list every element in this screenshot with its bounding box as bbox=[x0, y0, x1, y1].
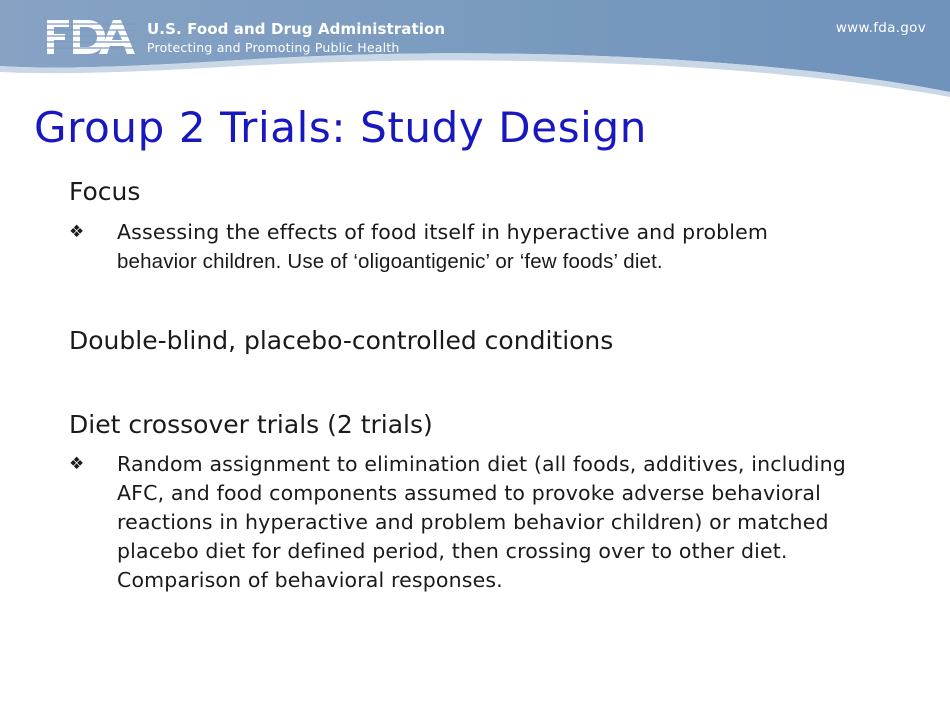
bullet-text-focus bbox=[117, 218, 768, 276]
slide-title: Group 2 Trials: Study Design bbox=[34, 103, 647, 152]
bullet-text-focus-line2: behavior children. Use of ‘oligoantigenic’ or ‘few foods’ diet. bbox=[117, 250, 663, 273]
bullet-item-diet-crossover bbox=[69, 450, 899, 595]
bullet-text-focus-line1: Assessing the effects of food itself in hyperactive and problem bbox=[117, 220, 769, 244]
fda-logo-icon bbox=[47, 18, 135, 58]
fda-logo bbox=[47, 18, 135, 58]
section-heading-focus: Focus bbox=[69, 177, 141, 206]
bullet-item-focus bbox=[69, 218, 899, 276]
bullet-text-diet-crossover: Random assignment to elimination diet (all foods, additives, including AFC, and food components assumed to provoke adverse behavioral reactions in hyperactive and problem behavior children) or matched placebo diet for defined period, then crossing over to other diet. Comparison of behavioral responses. bbox=[117, 452, 846, 592]
banner-background bbox=[0, 0, 950, 110]
agency-name: U.S. Food and Drug Administration bbox=[147, 20, 446, 38]
agency-block bbox=[147, 20, 445, 57]
diamond-bullet-icon: ❖ bbox=[69, 222, 85, 242]
website-link[interactable]: www.fda.gov bbox=[835, 20, 926, 36]
section-heading-double-blind: Double-blind, placebo-controlled conditions bbox=[69, 326, 614, 355]
agency-tagline: Protecting and Promoting Public Health bbox=[147, 40, 400, 55]
header-banner bbox=[0, 0, 950, 110]
diamond-bullet-icon: ❖ bbox=[69, 454, 85, 474]
section-heading-diet-crossover: Diet crossover trials (2 trials) bbox=[69, 410, 433, 439]
